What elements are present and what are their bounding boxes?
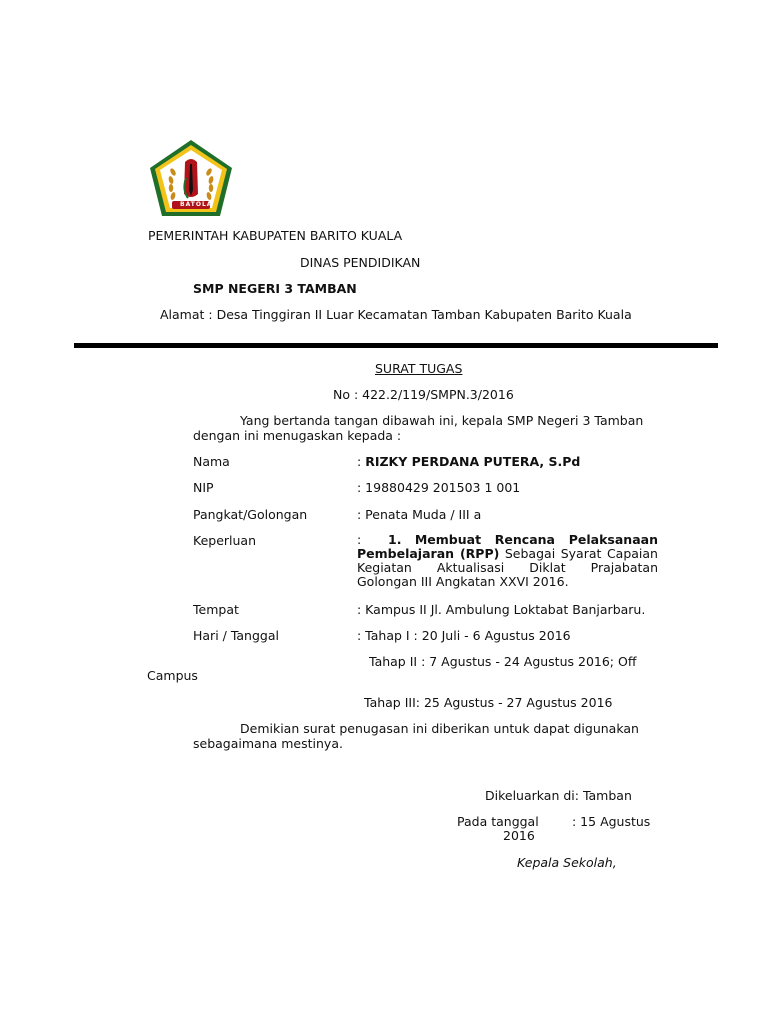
nip-value: : 19880429 201503 1 001 bbox=[357, 480, 521, 495]
header-school: SMP NEGERI 3 TAMBAN bbox=[193, 281, 357, 296]
keperluan-rest-text: Sebagai Syarat Capaian Kegiatan Aktualisasi Diklat Prajabatan Golongan III Angkatan XXVI 2016. bbox=[357, 546, 658, 589]
tempat-value: : Kampus II Jl. Ambulung Loktabat Banjarbaru. bbox=[357, 602, 646, 617]
date-value: : 15 Agustus bbox=[572, 814, 651, 829]
value-nama bbox=[357, 454, 580, 469]
nama-value: RIZKY PERDANA PUTERA, S.Pd bbox=[365, 454, 581, 469]
tahap-2: Tahap II : 7 Agustus - 24 Agustus 2016; Off bbox=[369, 654, 637, 669]
signatory-position: Kepala Sekolah, bbox=[517, 855, 617, 870]
label-pangkat: Pangkat/Golongan bbox=[193, 507, 308, 522]
letterhead-divider bbox=[74, 343, 718, 348]
tahap-3: Tahap III: 25 Agustus - 27 Agustus 2016 bbox=[364, 695, 613, 710]
header-address: Alamat : Desa Tinggiran II Luar Kecamatan Tamban Kabupaten Barito Kuala bbox=[160, 307, 632, 322]
closing-line-2: sebagaimana mestinya. bbox=[193, 736, 343, 751]
logo-ribbon-text: BATOLA bbox=[180, 201, 213, 208]
pangkat-value: : Penata Muda / III a bbox=[357, 507, 482, 522]
label-keperluan: Keperluan bbox=[193, 533, 257, 548]
issued-location: Dikeluarkan di: Tamban bbox=[485, 788, 632, 803]
header-department: DINAS PENDIDIKAN bbox=[300, 255, 421, 270]
document-title: SURAT TUGAS bbox=[375, 361, 463, 376]
document-number: No : 422.2/119/SMPN.3/2016 bbox=[333, 387, 514, 402]
keperluan-item-number: 1. bbox=[388, 532, 402, 547]
date-year: 2016 bbox=[503, 828, 535, 843]
date-label: Pada tanggal bbox=[457, 814, 539, 829]
label-hari-tanggal: Hari / Tanggal bbox=[193, 628, 279, 643]
header-government: PEMERINTAH KABUPATEN BARITO KUALA bbox=[148, 228, 403, 243]
regency-logo bbox=[148, 138, 234, 218]
closing-line-1: Demikian surat penugasan ini diberikan untuk dapat digunakan bbox=[240, 721, 639, 736]
intro-line-1: Yang bertanda tangan dibawah ini, kepala SMP Negeri 3 Tamban bbox=[240, 413, 644, 428]
label-nama: Nama bbox=[193, 454, 230, 469]
keperluan-value bbox=[357, 533, 658, 589]
keperluan-bold-text: Membuat Rencana Pelaksanaan Pembelajaran (RPP) bbox=[357, 532, 658, 561]
keperluan-colon: : bbox=[357, 532, 362, 547]
nama-colon: : bbox=[357, 454, 366, 469]
tahap-1: : Tahap I : 20 Juli - 6 Agustus 2016 bbox=[357, 628, 571, 643]
tahap-2-continued: Campus bbox=[147, 668, 198, 683]
label-nip: NIP bbox=[193, 480, 214, 495]
intro-line-2: dengan ini menugaskan kepada : bbox=[193, 428, 402, 443]
label-tempat: Tempat bbox=[193, 602, 239, 617]
